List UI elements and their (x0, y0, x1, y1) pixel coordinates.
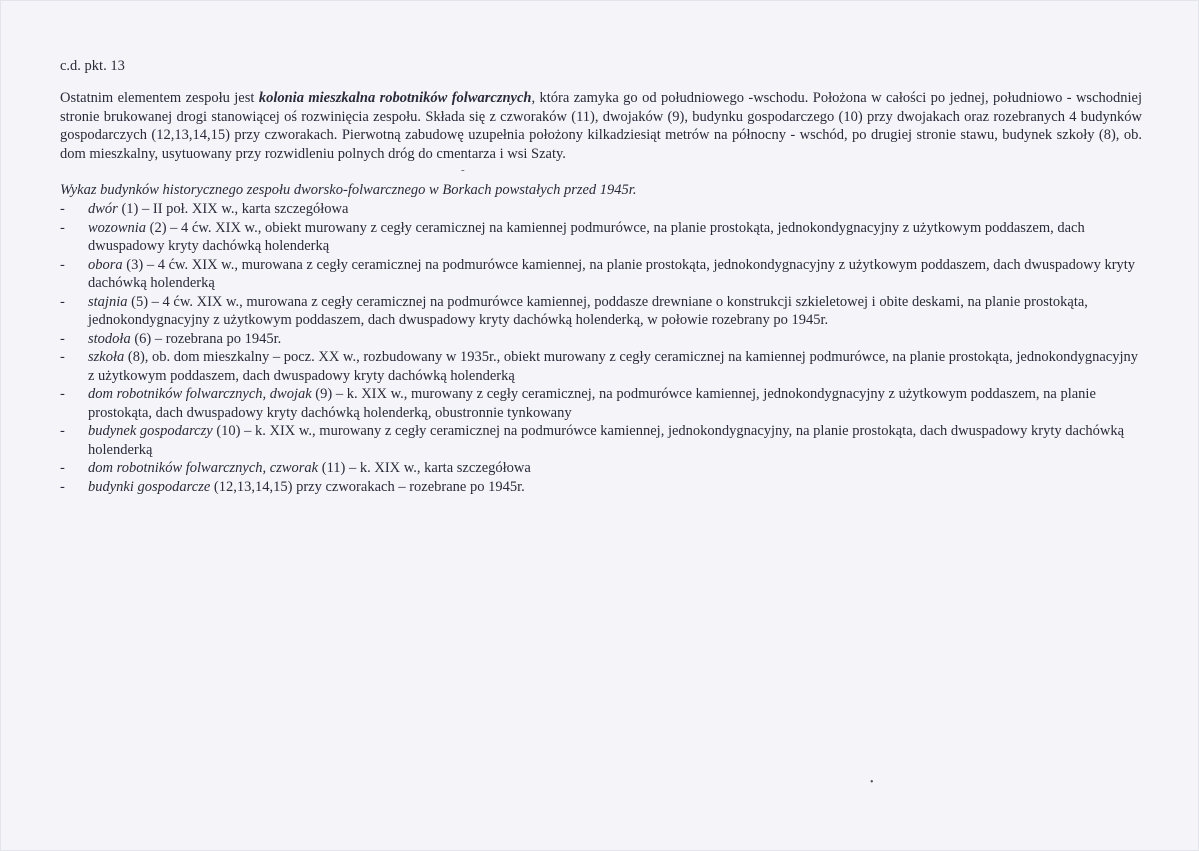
dash-mark: - (461, 164, 465, 176)
building-description: (10) – k. XIX w., murowany z cegły ceramicznej na podmurówce kamiennej, jednokondygnacyjny, na planie prostokąta, dach dwuspadowy kryty dachówką holenderką (88, 423, 1125, 458)
building-description: (8), ob. dom mieszkalny – pocz. XX w., rozbudowany w 1935r., obiekt murowany z cegły ceramicznej na kamiennej podmurówce, na planie prostokąta, jednokondygnacyjny z użytkowym poddaszem, dach dwuspadowy kryty dachówką holenderką (88, 349, 1139, 384)
intro-paragraph (60, 89, 1142, 163)
list-item (60, 200, 1140, 219)
building-name: szkoła (88, 349, 125, 365)
page-header: c.d. pkt. 13 (60, 58, 125, 74)
list-item (60, 422, 1140, 459)
building-description: (12,13,14,15) przy czworakach – rozebrane po 1945r. (210, 478, 525, 495)
bullet-dash: - (60, 349, 65, 365)
building-name: stodoła (88, 330, 131, 347)
building-name: obora (88, 256, 123, 273)
building-description: (2) – 4 ćw. XIX w., obiekt murowany z cegły ceramicznej na kamiennej podmurówce, na planie prostokąta, jednokondygnacyjny z użytkowym poddaszem, dach dwuspadowy kryty dachówką holenderką (88, 219, 1085, 254)
paragraph-start: Ostatnim elementem zespołu jest (60, 90, 259, 106)
bullet-dash: - (60, 460, 65, 476)
building-name: budynki gospodarcze (88, 478, 211, 495)
building-list (60, 200, 1140, 496)
stray-mark: • (870, 777, 874, 788)
building-name: dom robotników folwarcznych, dwojak (88, 386, 312, 402)
building-name: budynek gospodarczy (88, 423, 213, 439)
bullet-dash: - (60, 330, 65, 347)
building-description: (1) – II poł. XIX w., karta szczegółowa (117, 201, 349, 217)
list-item (60, 330, 1140, 349)
bullet-dash: - (60, 201, 65, 217)
building-name: wozownia (88, 219, 147, 236)
bullet-dash: - (60, 256, 65, 273)
list-item (60, 348, 1140, 385)
bullet-dash: - (60, 423, 65, 439)
building-name: dwór (88, 201, 118, 217)
bullet-dash: - (60, 386, 65, 402)
bullet-dash: - (60, 293, 65, 310)
building-description: (5) – 4 ćw. XIX w., murowana z cegły ceramicznej na podmurówce kamiennej, poddasze drewniane o konstrukcji szkieletowej i obite deskami, na planie prostokąta, jednokondygnacyjny z użytkowym poddaszem, dach dwuspadowy kryty dachówką holenderką, w połowie rozebrany po 1945r. (88, 293, 1088, 328)
building-name: dom robotników folwarcznych, czworak (88, 460, 319, 476)
list-item (60, 293, 1140, 330)
list-item (60, 478, 1140, 497)
building-description: (3) – 4 ćw. XIX w., murowana z cegły ceramicznej na podmurówce kamiennej, na planie prostokąta, jednokondygnacyjny z użytkowym poddaszem, dach dwuspadowy kryty dachówką holenderką (88, 256, 1136, 291)
building-description: (6) – rozebrana po 1945r. (130, 330, 282, 347)
building-description: (11) – k. XIX w., karta szczegółowa (318, 460, 531, 476)
building-name: stajnia (88, 293, 128, 310)
paragraph-emphasis: kolonia mieszkalna robotników folwarcznych (258, 90, 532, 106)
bullet-dash: - (60, 478, 65, 495)
bullet-dash: - (60, 219, 65, 236)
building-description: (9) – k. XIX w., murowany z cegły ceramicznej, na podmurówce kamiennej, jednokondygnacyjny z użytkowym poddaszem, na planie prostokąta, dach dwuspadowy kryty dachówką holenderką, obustronnie tynkowany (88, 386, 1096, 421)
list-item (60, 459, 1140, 478)
list-item (60, 385, 1140, 422)
paragraph-rest: , która zamyka go od południowego -wschodu. Położona w całości po jednej, południowo - wschodniej stronie brukowanej drogi stanowiącej oś rozwinięcia zespołu. Składa się z czworaków (11), dwojaków (9), budynku gospodarczego (10) przy dwojakach oraz rozebranych 4 budynków gospodarczych (12,13,14,15) przy czworakach. Pierwotną zabudowę uzupełnia położony kilkadziesiąt metrów na północny - wschód, po drugiej stronie stawu, budynek szkoły (8), ob. dom mieszkalny, usytuowany przy rozwidleniu polnych dróg do cmentarza i wsi Szaty. (60, 90, 1142, 162)
list-item (60, 256, 1140, 293)
list-title: Wykaz budynków historycznego zespołu dworsko-folwarcznego w Borkach powstałych przed 1945r. (60, 182, 637, 198)
list-item (60, 219, 1140, 256)
